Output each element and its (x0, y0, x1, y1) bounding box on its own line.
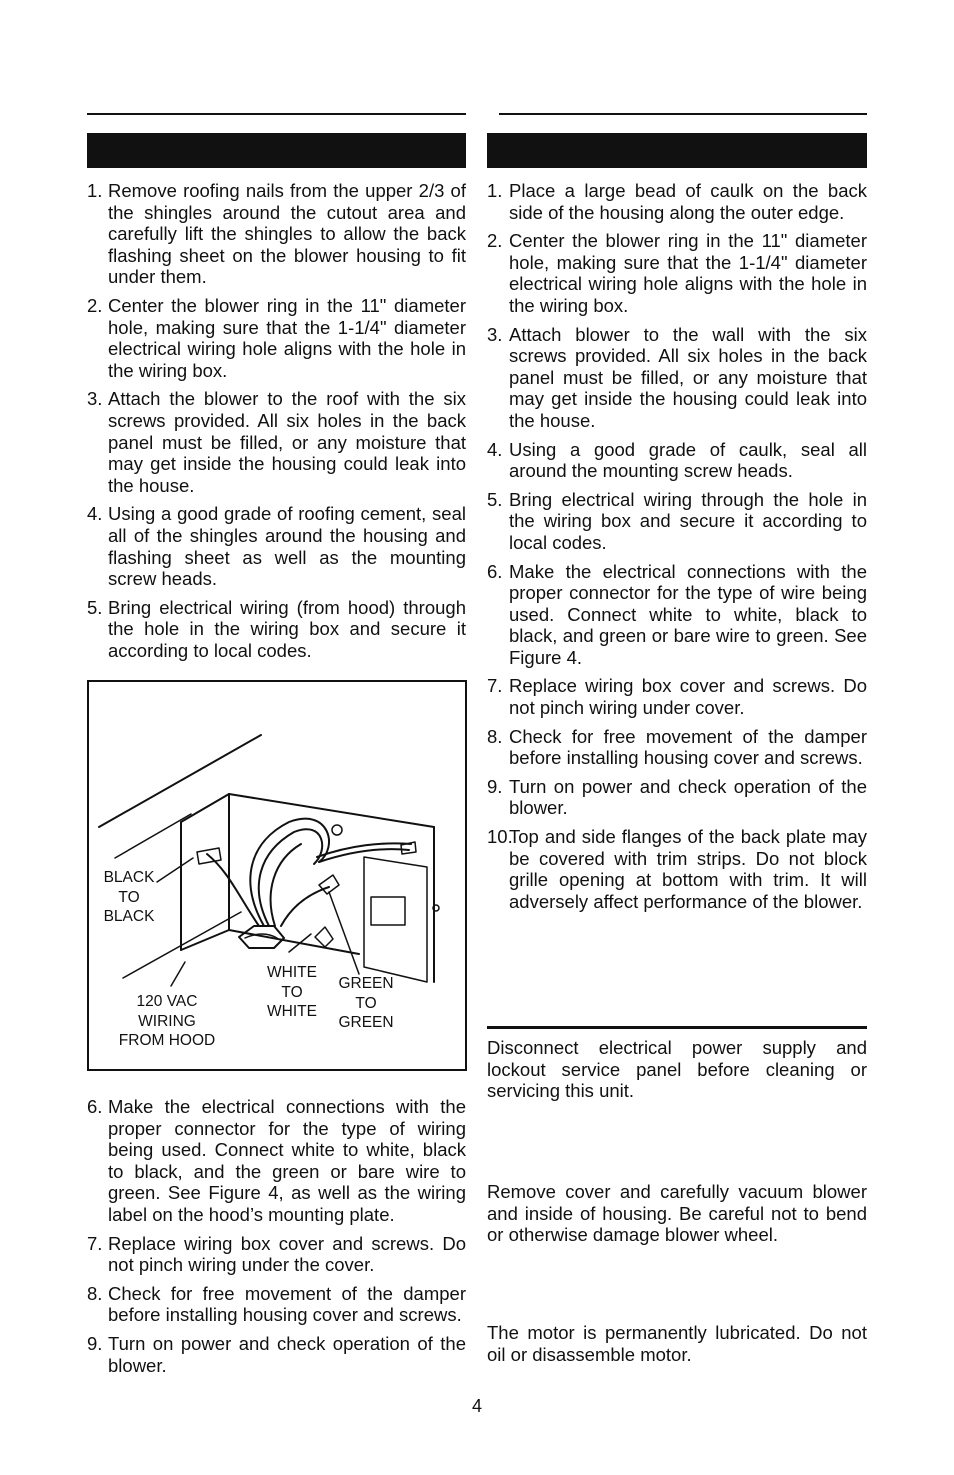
list-item: 4. Using a good grade of caulk, seal all around the mounting screw heads. (487, 438, 867, 482)
list-item: 1. Place a large bead of caulk on the back side of the housing along the outer edge. (487, 180, 867, 223)
list-item: 5. Bring electrical wiring (from hood) through the hole in the wiring box and secure it according to local codes. (87, 596, 466, 661)
list-item: 9. Turn on power and check operation of the blower. (487, 775, 867, 819)
list-item: 9. Turn on power and check operation of the blower. (87, 1332, 466, 1376)
label-white-to-white: WHITE TO WHITE (267, 964, 317, 1020)
label-120vac-wiring: 120 VAC WIRING FROM HOOD (118, 993, 216, 1049)
right-top-rule (499, 113, 867, 115)
cleaning-instructions: Remove cover and carefully vacuum blower and inside of housing. Be careful not to bend or otherwise damage blower wheel. (487, 1181, 867, 1246)
list-item: 2. Center the blower ring in the 11" diameter hole, making sure that the 1-1/4" diameter electrical wiring hole aligns with the hole in the wiring box. (87, 294, 466, 381)
left-step-list-bottom (87, 1096, 466, 1376)
right-steps (487, 180, 867, 919)
list-item: 8. Check for free movement of the damper before installing housing cover and screws. (487, 725, 867, 769)
list-item: 1. Remove roofing nails from the upper 2/3 of the shingles around the cutout area and carefully lift the shingles to allow the back flashing sheet on the blower housing to fit under them. (87, 180, 466, 288)
maintenance-rule (487, 1026, 867, 1029)
list-item: 6. Make the electrical connections with the proper connector for the type of wiring being used. Connect white to white, black to black, and the green or bare wire to green. See Figure 4, as well as the wiring label on the hood’s mounting plate. (87, 1096, 466, 1225)
left-steps-bottom (87, 1096, 466, 1383)
wiring-figure (87, 680, 467, 1071)
left-top-rule (87, 113, 466, 115)
list-item: 6. Make the electrical connections with the proper connector for the type of wire being used. Connect white to white, black to black, and green or bare wire to green. See Figure 4. (487, 560, 867, 668)
list-item: 10. Top and side flanges of the back plate may be covered with trim strips. Do not block grille opening at bottom with trim. It will adversely affect performance of the blower. (487, 826, 867, 912)
list-item: 7. Replace wiring box cover and screws. Do not pinch wiring under cover. (487, 675, 867, 719)
label-green-to-green: GREEN TO GREEN (338, 975, 394, 1031)
list-item: 4. Using a good grade of roofing cement, seal all of the shingles around the housing and flashing sheet as well as the mounting screw heads. (87, 503, 466, 590)
maintenance-warning: Disconnect electrical power supply and lockout service panel before cleaning or servicing this unit. (487, 1037, 867, 1102)
list-item: 8. Check for free movement of the damper before installing housing cover and screws. (87, 1282, 466, 1326)
left-section-header-bar (87, 133, 466, 168)
list-item: 3. Attach blower to the wall with the six screws provided. All six holes in the back panel must be filled, or any moisture that may get inside the housing could leak into the house. (487, 323, 867, 431)
list-item: 7. Replace wiring box cover and screws. Do not pinch wiring under the cover. (87, 1232, 466, 1276)
right-section-header-bar (487, 133, 867, 168)
page-number: 4 (471, 1396, 482, 1416)
list-item: 2. Center the blower ring in the 11" diameter hole, making sure that the 1-1/4" diameter electrical wiring hole aligns with the hole in the wiring box. (487, 230, 867, 316)
motor-instructions: The motor is permanently lubricated. Do not oil or disassemble motor. (487, 1322, 867, 1365)
label-black-to-black: BLACK TO BLACK (103, 869, 155, 925)
list-item: 3. Attach the blower to the roof with the six screws provided. All six holes in the back panel must be filled, or any moisture that may get inside the housing could leak into the house. (87, 388, 466, 496)
left-step-list-top (87, 180, 466, 661)
list-item: 5. Bring electrical wiring through the hole in the wiring box and secure it according to local codes. (487, 488, 867, 553)
right-step-list (487, 180, 867, 912)
left-steps-top (87, 180, 466, 668)
